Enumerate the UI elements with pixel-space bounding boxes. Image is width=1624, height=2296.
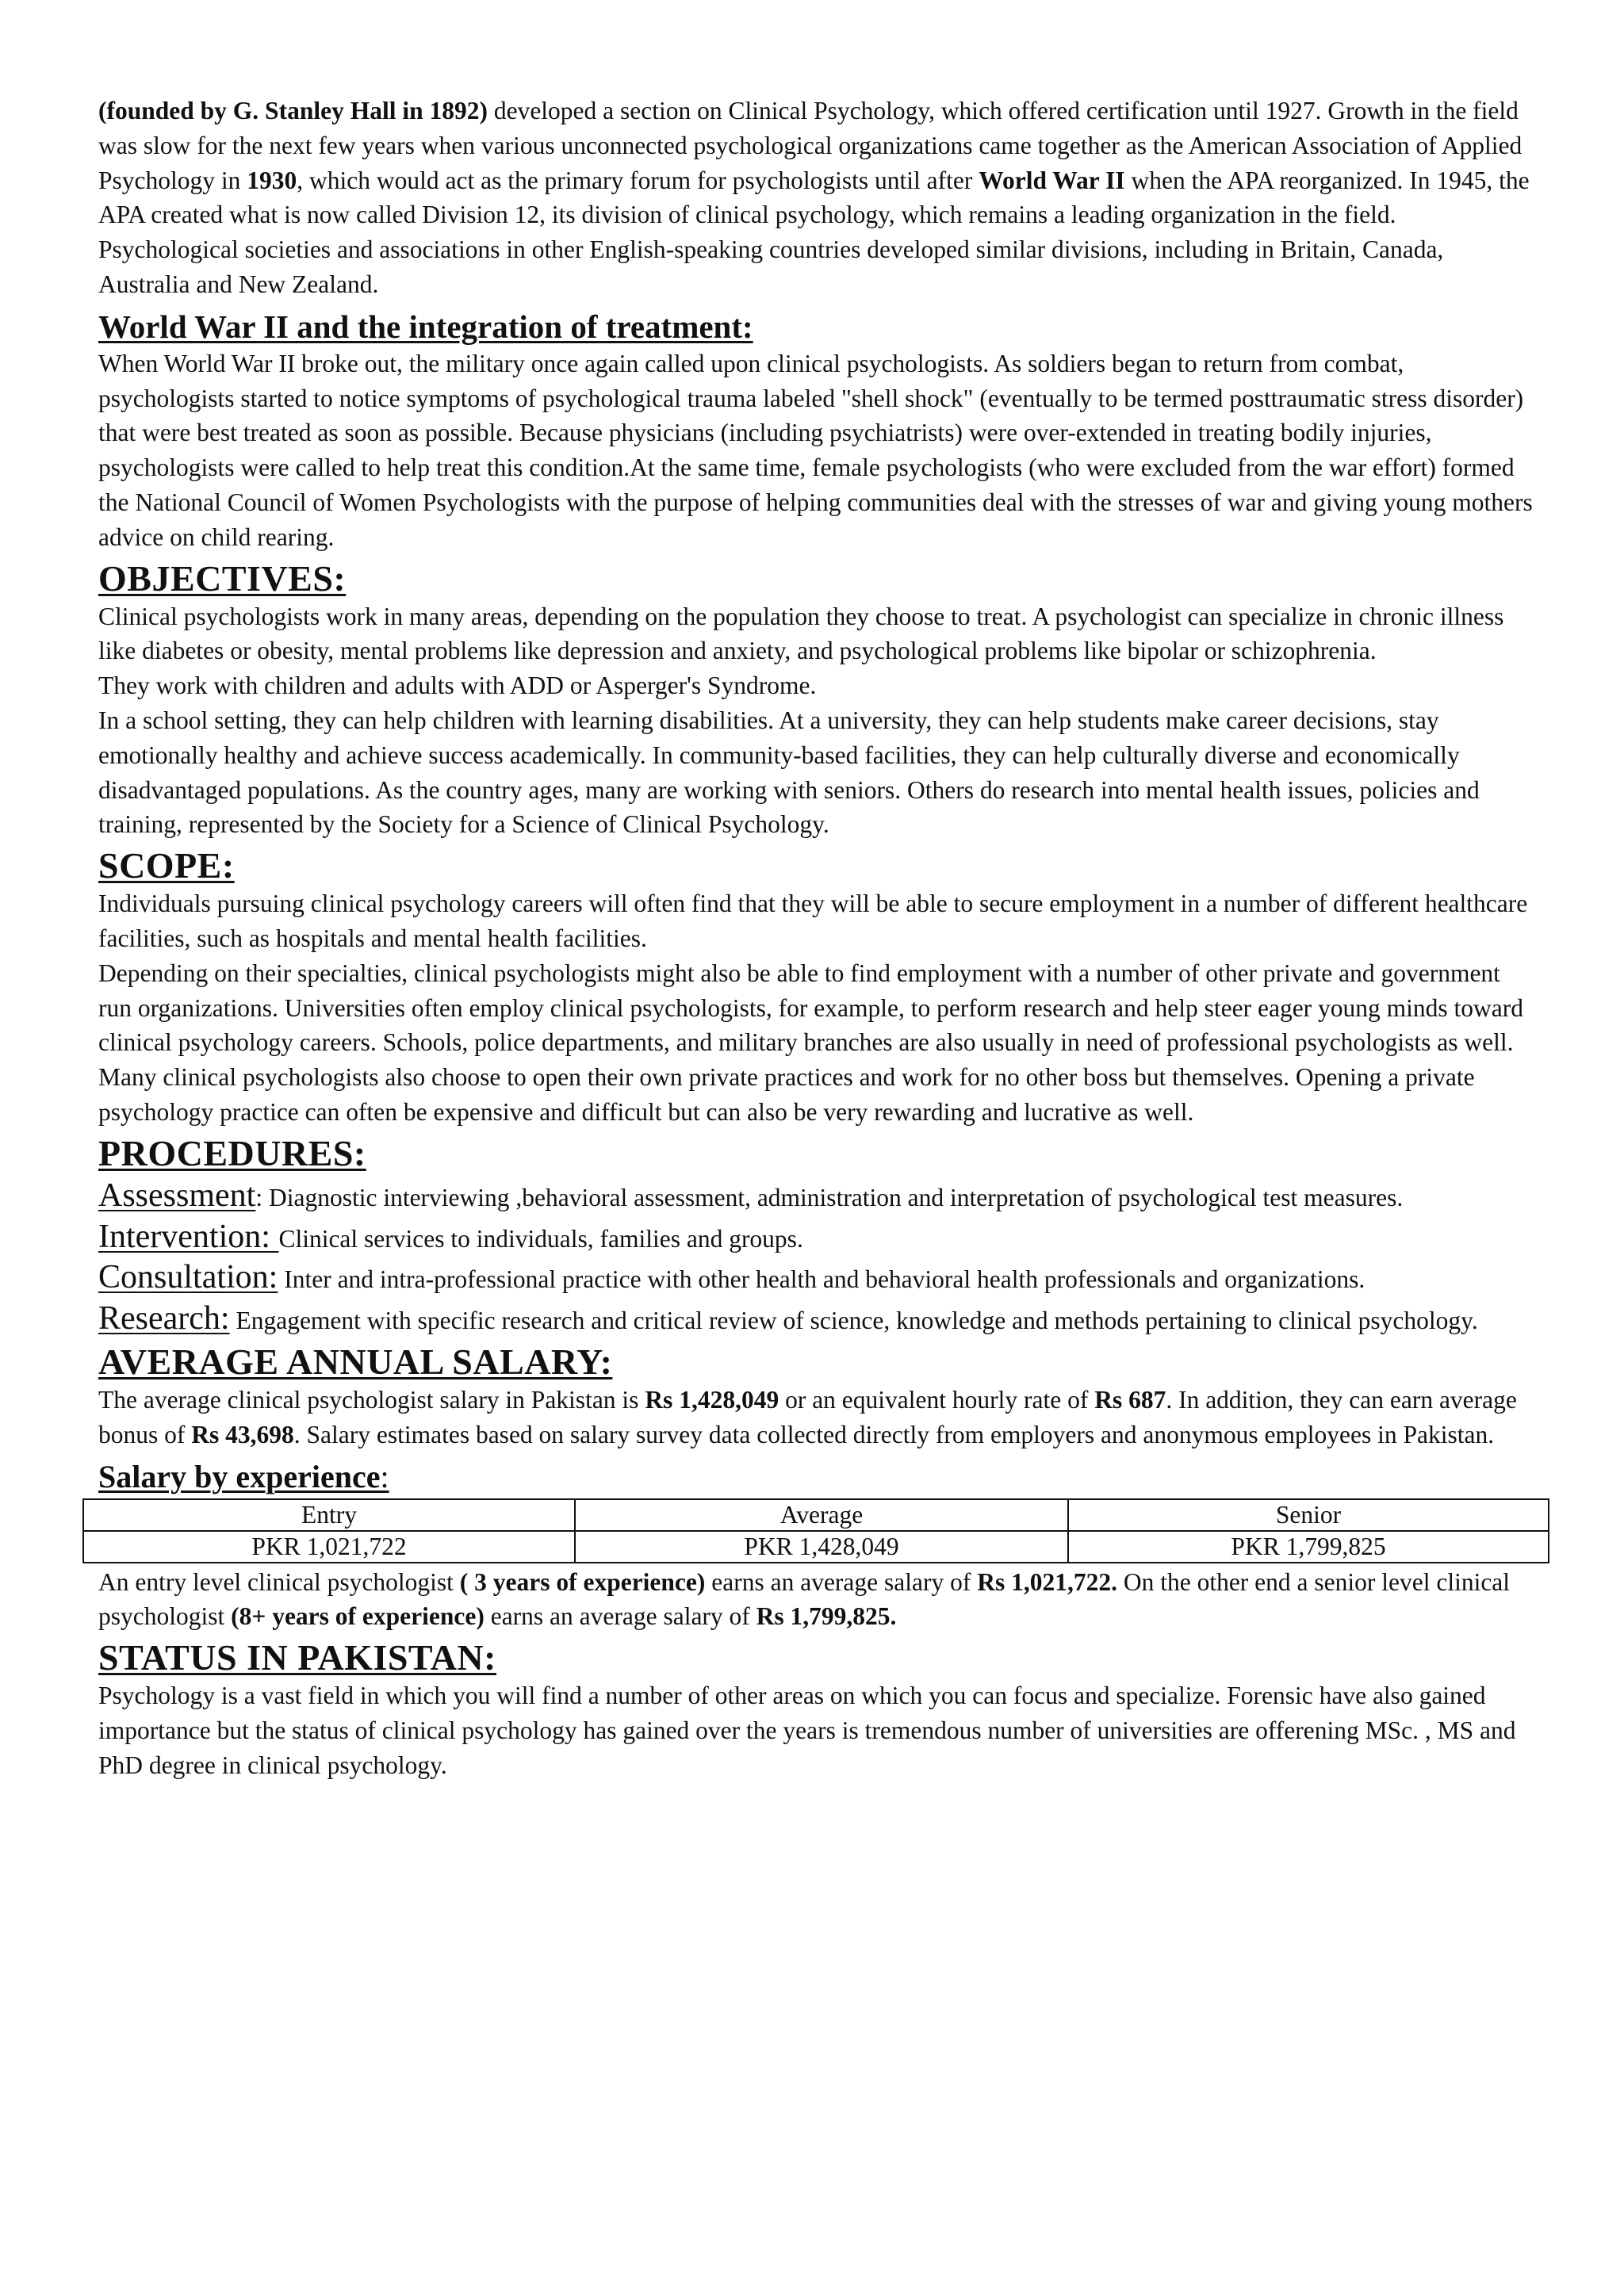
procedure-assessment — [98, 1179, 1534, 1215]
experience-heading — [98, 1457, 1534, 1497]
table-cell: PKR 1,428,049 — [575, 1531, 1068, 1563]
procedure-research — [98, 1302, 1534, 1338]
experience-paragraph — [98, 1565, 1534, 1635]
intro-text-3: when the APA reorganized. In 1945, the APA created what is now called Division 12, its division of clinical psychology, which remains a leading organization in the field. Psychological societies and associations in other English-speaking countries developed similar divisions, including in Britain, Canada, Australia and New Zealand. — [98, 166, 1530, 298]
scope-paragraph-1: Individuals pursuing clinical psychology careers will often find that they will be able to secure employment in a number of different healthcare facilities, such as hospitals and mental health facilities. — [98, 890, 1528, 952]
procedures-heading: PROCEDURES: — [98, 1132, 366, 1173]
document-page — [98, 94, 1534, 1782]
procedure-consultation — [98, 1261, 1534, 1297]
intro-bold-founded: (founded by G. Stanley Hall in 1892) — [98, 97, 488, 124]
salary-hourly-value: Rs 687 — [1094, 1385, 1166, 1414]
status-heading: STATUS IN PAKISTAN: — [98, 1637, 496, 1678]
experience-heading-colon: : — [380, 1458, 389, 1494]
intro-paragraph — [98, 94, 1534, 302]
entry-years-bold: ( 3 years of experience) — [459, 1567, 706, 1596]
table-header-cell: Entry — [83, 1499, 575, 1531]
intro-text-2: , which would act as the primary forum for psychologists until after — [297, 166, 979, 194]
ww2-paragraph: When World War II broke out, the military once again called upon clinical psychologists. As soldiers began to return from combat, psychologists started to notice symptoms of psychological trauma labeled "shell shock" (eventually to be termed posttraumatic stress disorder) that were best treated as soon as possible. Because physicians (including psychiatrists) were over-extended in treating bodily injuries, psychologists were called to help treat this condition.At the same time, female psychologists (who were excluded from the war effort) formed the National Council of Women Psychologists with the purpose of helping communities deal with the stresses of war and giving young mothers advice on child rearing. — [98, 349, 1533, 551]
scope-heading: SCOPE: — [98, 845, 235, 886]
ww2-heading: World War II and the integration of treatment: — [98, 308, 753, 345]
salary-text-2: or an equivalent hourly rate of — [779, 1385, 1095, 1414]
experience-text-4: earns an average salary of — [484, 1602, 756, 1631]
procedure-label: Consultation: — [98, 1259, 278, 1296]
scope-paragraph-2: Depending on their specialties, clinical psychologists might also be able to find employment with a number of other private and government run organizations. Universities often employ clinical psychologists, for example, to perform research and help steer eager young minds toward clinical psychology careers. Schools, police departments, and military branches are also usually in need of professional psychologists as well. — [98, 959, 1524, 1057]
experience-text-1: An entry level clinical psychologist — [98, 1567, 460, 1596]
experience-text-3: On the other end a senior level clinical psychologist — [98, 1567, 1511, 1631]
procedure-label: Assessment — [98, 1177, 256, 1214]
senior-salary-bold: Rs 1,799,825. — [756, 1602, 897, 1631]
salary-heading: AVERAGE ANNUAL SALARY: — [98, 1341, 613, 1382]
table-cell: PKR 1,799,825 — [1068, 1531, 1549, 1563]
procedure-text: Clinical services to individuals, families and groups. — [278, 1224, 803, 1253]
procedure-label: Intervention: — [98, 1218, 279, 1255]
objectives-paragraph-1: Clinical psychologists work in many areas, depending on the population they choose to treat. A psychologist can specialize in chronic illness like diabetes or obesity, mental problems like depression and anxiety, and psychological problems like bipolar or schizophrenia. — [98, 602, 1504, 665]
procedure-text: Inter and intra-professional practice with other health and behavioral health professionals and organizations. — [278, 1265, 1365, 1294]
salary-text-4: . Salary estimates based on salary survey data collected directly from employers and anonymous employees in Pakistan. — [293, 1420, 1495, 1448]
procedure-intervention — [98, 1220, 1534, 1257]
salary-text-3: . In addition, they can earn average bonus of — [98, 1385, 1517, 1448]
salary-table — [82, 1498, 1549, 1563]
experience-text-2: earns an average salary of — [705, 1567, 978, 1596]
objectives-heading: OBJECTIVES: — [98, 557, 347, 599]
objectives-paragraph-2: They work with children and adults with ADD or Asperger's Syndrome. — [98, 672, 817, 700]
salary-bonus-value: Rs 43,698 — [191, 1420, 294, 1448]
scope-paragraph-3: Many clinical psychologists also choose to open their own private practices and work for no other boss but themselves. Opening a private psychology practice can often be expensive and difficult but can also be very rewarding and lucrative as well. — [98, 1063, 1475, 1126]
procedure-label: Research: — [98, 1300, 230, 1337]
table-header-cell: Average — [575, 1499, 1068, 1531]
salary-average-value: Rs 1,428,049 — [645, 1385, 779, 1414]
table-cell: PKR 1,021,722 — [83, 1531, 575, 1563]
procedure-text: : Diagnostic interviewing ,behavioral assessment, administration and interpretation of psychological test measures. — [255, 1183, 1404, 1211]
intro-bold-ww2: World War II — [979, 166, 1125, 194]
intro-text-1: developed a section on Clinical Psychology, which offered certification until 1927. Growth in the field was slow for the next few years when various unconnected psychological organizations came together as the American Association of Applied Psychology in — [98, 97, 1522, 194]
entry-salary-bold: Rs 1,021,722. — [977, 1567, 1117, 1596]
senior-years-bold: (8+ years of experience) — [231, 1602, 485, 1631]
salary-text-1: The average clinical psychologist salary in Pakistan is — [98, 1385, 645, 1414]
salary-paragraph — [98, 1383, 1534, 1452]
table-header-row — [83, 1499, 1549, 1531]
table-header-cell: Senior — [1068, 1499, 1549, 1531]
procedure-text: Engagement with specific research and critical review of science, knowledge and methods pertaining to clinical psychology. — [229, 1307, 1478, 1335]
intro-bold-year: 1930 — [247, 166, 297, 194]
status-paragraph: Psychology is a vast field in which you will find a number of other areas on which you can focus and specialize. Forensic have also gained importance but the status of clinical psychology has gained over the years is tremendous number of universities are offerening MSc. , MS and PhD degree in clinical psychology. — [98, 1682, 1516, 1779]
table-row — [83, 1531, 1549, 1563]
experience-heading-text: Salary by experience — [98, 1458, 381, 1494]
objectives-paragraph-3: In a school setting, they can help children with learning disabilities. At a university, they can help students make career decisions, stay emotionally healthy and achieve success academically. In community-based facilities, they can help culturally diverse and economically disadvantaged populations. As the country ages, many are working with seniors. Others do research into mental health issues, policies and training, represented by the Society for a Science of Clinical Psychology. — [98, 706, 1480, 839]
